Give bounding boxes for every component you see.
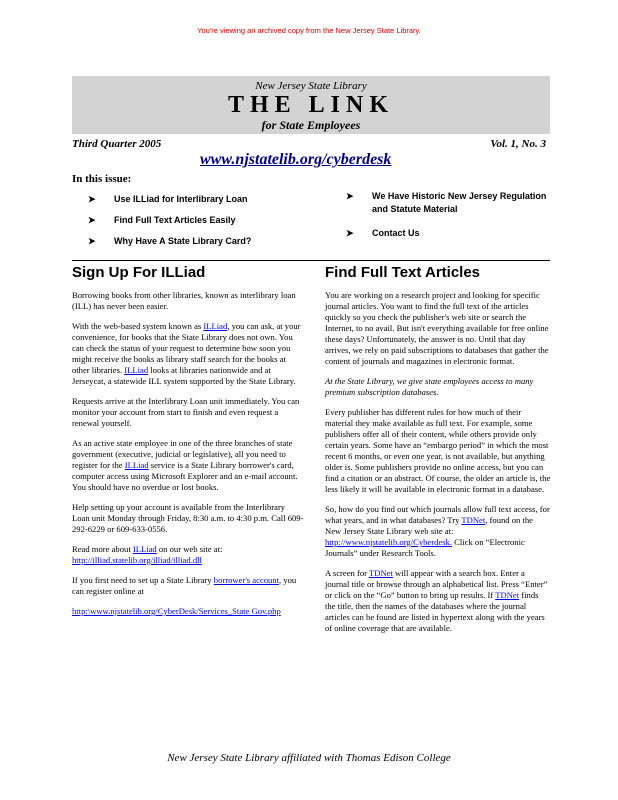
issue-volume: Vol. 1, No. 3 xyxy=(490,138,546,150)
tdnet-link[interactable]: TDNet xyxy=(461,515,486,525)
paragraph: With the web-based system known as ILLiad, you can ask, at your convenience, for books that the State Library does not own. You can check the status of your request to determine how soon you might receive the books as library staff search for the books at other libraries. ILLiad looks at libraries nationwide and at Jerseycat, a statewide ILL system supported by the State Library. xyxy=(72,321,301,386)
toc-item[interactable] xyxy=(88,236,318,257)
paragraph: Requests arrive at the Interlibrary Loan unit immediately. You can monitor your account from start to finish and even request a renewal yourself. xyxy=(72,396,300,428)
footer: New Jersey State Library affiliated with Thomas Edison College xyxy=(167,752,451,764)
issue-quarter: Third Quarter 2005 xyxy=(72,138,162,150)
paragraph: So, how do you find out which journals allow full text access, for what years, and in what databases? Try TDNet, found on the New Jersey State Library web site at: http://www.njstatelib.org/Cyberdesk. Click on “Electronic Journals” under Research Tools. xyxy=(325,504,550,558)
paragraph: A screen for TDNet will appear with a search box. Enter a journal title or browse through an alphabetical list. Press “Enter” or click on the “Go” button to bring up results. If TDNet finds the title, then the names of the databases where the journal articles can be found are listed in hypertext along with the years of online coverage that are available. xyxy=(325,568,548,633)
toc-item-label: We Have Historic New Jersey Regulation and Statute Material xyxy=(372,191,547,214)
illiad-link[interactable]: ILLiad xyxy=(203,321,228,331)
cyberdesk-url-link[interactable]: http://www.njstatelib.org/Cyberdesk. xyxy=(325,537,452,547)
arrow-icon: ➤ xyxy=(88,236,96,246)
right-column xyxy=(325,290,551,643)
masthead-subtitle: for State Employees xyxy=(261,118,361,132)
tdnet-link[interactable]: TDNet xyxy=(495,590,520,600)
archive-notice: You're viewing an archived copy from the New Jersey State Library. xyxy=(197,26,421,35)
toc-item[interactable] xyxy=(346,227,561,240)
paragraph: You are working on a research project and looking for specific journal articles. You want to find the full text of the articles quickly so you check the publisher's web site or search the Internet, to no avail. But isn't everything available for free online these days? Unfortunately, the answer is no. Until that day arrives, we rely on paid subscriptions to databases that gather the content of journals and magazines in electronic format. xyxy=(325,290,549,366)
masthead-title: THE LINK xyxy=(227,92,395,118)
divider xyxy=(72,260,550,261)
toc-item-label: Use ILLiad for Interlibrary Loan xyxy=(114,194,248,204)
right-heading: Find Full Text Articles xyxy=(325,264,481,281)
arrow-icon: ➤ xyxy=(88,215,96,225)
tdnet-link[interactable]: TDNet xyxy=(369,568,393,578)
services-url-link[interactable]: http:\www.njstatelib.org/CyberDesk/Services_State Gov.php xyxy=(72,606,281,616)
illiad-link[interactable]: ILLiad xyxy=(124,365,149,375)
toc-heading: In this issue: xyxy=(72,173,132,185)
left-heading: Sign Up For ILLiad xyxy=(72,264,206,281)
masthead xyxy=(72,76,550,134)
illiad-link[interactable]: ILLiad xyxy=(132,544,157,554)
toc-left-list xyxy=(88,194,318,257)
toc-item[interactable] xyxy=(88,194,318,215)
cyberdesk-link[interactable]: www.njstatelib.org/cyberdesk xyxy=(200,151,392,168)
borrower-account-link[interactable]: borrower's account xyxy=(213,575,280,585)
left-column xyxy=(72,290,304,626)
arrow-icon: ➤ xyxy=(88,194,96,204)
arrow-icon: ➤ xyxy=(346,228,354,238)
toc-item-label: Why Have A State Library Card? xyxy=(114,236,252,246)
arrow-icon: ➤ xyxy=(346,191,354,201)
paragraph xyxy=(72,606,304,617)
toc-right-list xyxy=(346,190,561,251)
toc-item-label: Find Full Text Articles Easily xyxy=(114,215,236,225)
illiad-url-link[interactable]: http://illiad.statelib.org/illiad/illiad.dll xyxy=(72,555,202,565)
paragraph: As an active state employee in one of the three branches of state government (executive, judicial or legislative), all you need to register for the ILLiad service is a State Library borrower's card, computer access using Microsoft Explorer and an e-mail account. You should have no overdue or lost books. xyxy=(72,438,298,492)
toc-item[interactable] xyxy=(88,215,318,236)
toc-item[interactable] xyxy=(346,190,561,216)
paragraph: Read more about ILLiad on our web site at: http://illiad.statelib.org/illiad/illiad.dll xyxy=(72,544,223,565)
paragraph: Help setting up your account is available from the Interlibrary Loan unit Monday through Friday, 8:30 a.m. to 4:30 p.m. Call 609-292-6229 or 609-633-0556. xyxy=(72,502,304,534)
toc-item-label: Contact Us xyxy=(372,228,420,238)
paragraph: If you first need to set up a State Library borrower's account, you can register online at xyxy=(72,575,297,596)
paragraph: Borrowing books from other libraries, known as interlibrary loan (ILL) has never been easier. xyxy=(72,290,296,311)
paragraph: Every publisher has different rules for how much of their material they make available as full text. For example, some publishers offer all of their content, while others provide only certain years. Some have an “embargo period” in which the most recent 6 months, or even one year, is not available, but anything older is. Some publishers provide no online access, but you can find a citation or an abstract. Of course, the older an article is, the less likely it will be available in electronic format in a database. xyxy=(325,407,551,494)
paragraph: At the State Library, we give state employees access to many premium subscription databases. xyxy=(325,376,534,397)
illiad-link[interactable]: ILLiad xyxy=(124,460,149,470)
masthead-org: New Jersey State Library xyxy=(255,80,367,92)
